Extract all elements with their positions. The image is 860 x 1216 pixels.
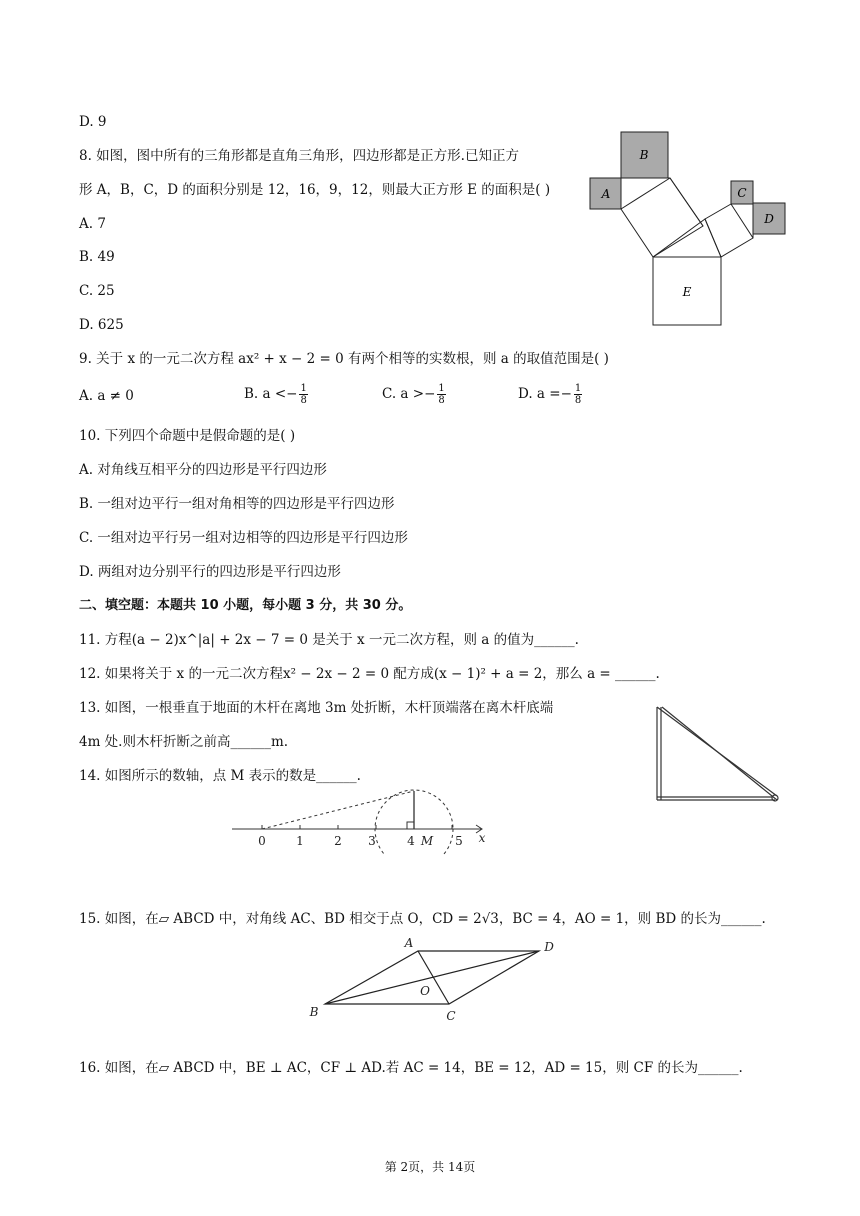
q16-stem: 16. 如图，在▱ ABCD 中，BE ⊥ AC，CF ⊥ AD.若 AC = 14，BE = 12，AD = 15，则 CF 的长为______. [79, 1060, 743, 1076]
label-c: C [737, 186, 747, 200]
q11-stem: 11. 方程(a − 2)x^|a| + 2x − 7 = 0 是关于 x 一元二次方程，则 a 的值为______. [79, 632, 579, 648]
vertex-b-label: B [309, 1005, 319, 1019]
q10-option-a: A. 对角线互相平分的四边形是平行四边形 [79, 462, 327, 478]
tick-label-3: 3 [368, 834, 376, 848]
point-o-label: O [420, 984, 430, 998]
q8-option-c: C. 25 [79, 283, 115, 299]
q10-option-c: C. 一组对边平行另一组对边相等的四边形是平行四边形 [79, 530, 408, 546]
q8-stem-line1: 8. 如图，图中所有的三角形都是直角三角形，四边形都是正方形.已知正方 [79, 148, 519, 164]
tick-label-1: 1 [296, 834, 304, 848]
tick-label-4: 4 [407, 834, 415, 848]
square-right-medium [705, 204, 753, 257]
label-b: B [639, 148, 649, 162]
label-d: D [764, 212, 774, 226]
q14-stem: 14. 如图所示的数轴，点 M 表示的数是______. [79, 768, 361, 784]
q13-pole-figure [650, 700, 785, 805]
q9-option-a: A. a ≠ 0 [79, 388, 134, 404]
square-left-medium [621, 178, 703, 257]
q10-option-d: D. 两组对边分别平行的四边形是平行四边形 [79, 564, 341, 580]
q9-option-b: B. a <− $\frac{1}{8}$ [244, 383, 307, 406]
section-2-heading: 二、填空题：本题共 10 小题，每小题 3 分，共 30 分。 [79, 598, 412, 613]
vertex-c-label: C [446, 1009, 456, 1022]
axis-x-label: x [478, 831, 486, 845]
q13-stem-line1: 13. 如图，一根垂直于地面的木杆在离地 3m 处折断，木杆顶端落在离木杆底端 [79, 700, 554, 716]
q15-parallelogram-figure [300, 932, 560, 1022]
q7-option-d: D. 9 [79, 114, 107, 130]
label-e: E [682, 285, 692, 299]
q14-number-line-figure [225, 785, 495, 855]
tick-label-0: 0 [258, 834, 266, 848]
q10-option-b: B. 一组对边平行一组对角相等的四边形是平行四边形 [79, 496, 395, 512]
q8-option-b: B. 49 [79, 249, 115, 265]
tick-label-2: 2 [334, 834, 342, 848]
q15-stem: 15. 如图，在▱ ABCD 中，对角线 AC、BD 相交于点 O，CD = 2√3，BC = 4，AO = 1，则 BD 的长为______. [79, 911, 766, 927]
label-a: A [601, 187, 611, 201]
q9-option-d: D. a =− $\frac{1}{8}$ [518, 383, 582, 406]
q8-option-a: A. 7 [79, 216, 106, 232]
vertex-d-label: D [544, 940, 554, 954]
vertex-a-label: A [404, 936, 414, 950]
q12-stem: 12. 如果将关于 x 的一元二次方程x² − 2x − 2 = 0 配方成(x − 1)² + a = 2，那么 a = ______. [79, 666, 660, 682]
page-footer: 第 2页，共 14页 [384, 1160, 476, 1174]
q8-option-d: D. 625 [79, 317, 124, 333]
tick-label-5: 5 [455, 834, 463, 848]
q10-stem: 10. 下列四个命题中是假命题的是( ) [79, 428, 296, 444]
point-m-label: M [420, 834, 434, 848]
q8-stem-line2: 形 A，B，C，D 的面积分别是 12，16，9，12，则最大正方形 E 的面积是( ) [79, 182, 551, 198]
q9-option-c: C. a >− $\frac{1}{8}$ [382, 383, 445, 406]
q9-stem: 9. 关于 x 的一元二次方程 ax² + x − 2 = 0 有两个相等的实数根，则 a 的取值范围是( ) [79, 351, 609, 367]
q13-stem-line2: 4m 处.则木杆折断之前高______m. [79, 734, 289, 750]
q8-squares-figure [585, 128, 790, 330]
